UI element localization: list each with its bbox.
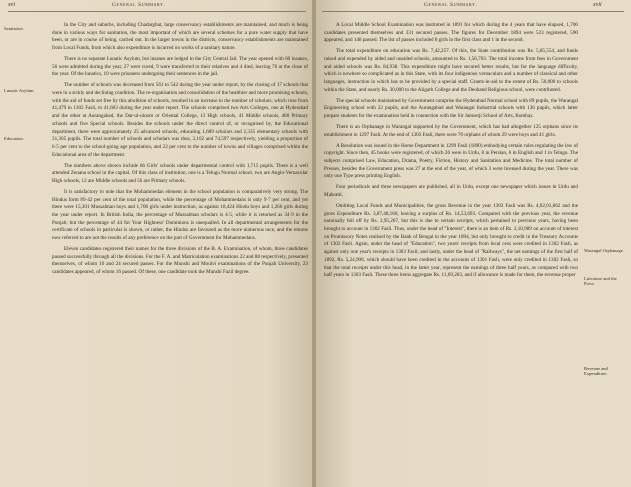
paragraph-local-middle-exam: A Local Middle School Examination was instituted in 1891 for which during the 4 years that have elapsed, 1,700 candidates presented themselves and 331 secured passes. The figures for December 1894 were 523 registered, 590 appeared, and 148 passed. The list of passes included 8 girls in the first class and 1 in the second. [324,22,578,44]
paragraph-examinations: Eleven candidates registered their names for the three divisions of the B. A. Examination, of whom, three candidates passed successfully through all the divisions. For the F. A. and Matriculation examinations 22 and 88 respectively, presented themselves, of whom 10 and 24 secured passes. For the Munshi and Moulvi examinations of the Punjab University, 23 candidates appeared, of whom 16 passed. Of these, one candidate took the Munshi Fazil degree. [52,245,308,276]
paragraph-sanitation: In the City and suburbs, including Chadarghat, large conservancy establishments are maintained, and much is being done in various ways for sanitation, the most important of which are several schemes for a pure water supply that have been, or are in course of being, carried out. In the larger towns in the districts, conservancy establishments are maintained from Local Funds, from which also expenditure is incurred on works of a sanitary nature. [52,22,308,52]
header-rule [322,11,624,12]
margin-note-education: Education. [4,136,24,141]
right-page [316,0,631,487]
running-head: General Summary. [112,2,166,8]
page-number: xvi [8,2,15,8]
margin-note-lunatic-asylum: Lunatic Asylum. [4,88,35,93]
paragraph-education-expenditure: The total expenditure on education was Rs. 7,42,257. Of this, the State contribution was Rs. 5,85,554, and funds raised and expended by aided and unaided schools, amounted to Rs. 1,56,703. The total income from fees in Government and aided schools was Rs. 84,938. This expenditure might have secured better results, but for the language difficulty, which is nowhere so complicated as in this State, with its four indigenous vernaculars and a number of classical and other languages, instruction in which has to be provided by a special staff. Grants-in-aid to the extent of Rs. 50,000 to schools within the State, and nearly Rs. 30,000 to the Aligarh College and the Deoband Religious school, were contributed. [324,48,578,93]
margin-note-orphanage: Warangal Orphanage. [584,248,624,253]
margin-note-sanitation: Sanitation. [4,26,24,31]
paragraph-education: The number of schools was decreased from 561 to 542 during the year under report, by the closing of 17 schools that were in a sickly and declining condition. The re-organisation and consolidation of the healthier and more promising schools, with the aid of funds set free by this abolition of schools, resulted in an increase in the number of scholars, which rose from 41,479 in 1302 Fasli, to 41,603 during the year under report. The schools comprised two Arts Colleges, one at Hyderabad and the other at Aurangabad, the Dar-ul-uloom or Oriental College, 13 High schools, 41 Middle schools, 480 Primary schools and five Special schools. Besides the schools under the direct control of, or recognised by, the Educational department, there were approximately 25 advanced schools, educating 1,689 scholars and 2,335 elementary schools with 31,305 pupils. The total number of schools and scholars was thus, 3,102 and 74,597 respectively, yielding a proportion of 6·5 per cent to the school-going age population, and 22 per cent to the number of towns and villages comprised within the Educational area of the department. [52,82,308,158]
paragraph-orphanage: There is an Orphanage in Warangal supported by the Government, which has had altogether 125 orphans since its establishment in 1297 Fasli. At the end of 1303 Fasli, there were 70 orphans of whom 29 were boys and 41 girls. [324,124,578,138]
paragraph-revenue: Omitting Local Funds and Municipalities, the gross Revenue in the year 1303 Fasli was Rs. 4,02,01,862 and the gross Expenditure Rs. 3,87,48,160, leaving a surplus of Rs. 14,53,693. Compared with the previous year, the revenue nominally fell off by Rs. 2,95,267, but this is due to certain receipts, which pertained to previous years, having been brought to account in 1302 Fasli. Thus, under the head of "Interest", there is an item of Rs. 2,10,989 on account of interest on Promissory Notes realised by the Bank of Bengal in the year 1894, but only brought to credit in the Treasury Accounts of 1302 Fasli. Again, under the head of "Education", two years' receipts from local cess were credited in 1302 Fasli, as against only one year's receipts in 1303 Fasli; and lastly, under the head of "Railways", the net earnings of the first half of 1892, Rs. 5,24,908, which should have been credited in the accounts of 1301 Fasli, were only credited in 1302 Fasli, so that the total receipts under this head, in the latter year, represent the earnings of three half years, as compared with two half years in 1303 Fasli. These three items aggregate Rs. 11,69,263, and if allowance is made for them, the revenue proper [324,202,578,279]
paragraph-lunatic-asylum: There is no separate Lunatic Asylum, but insanes are lodged in the City Central Jail. The year opened with 60 insanes, 56 were admitted during the year, 27 were cured, 9 were transferred to their relatives and 4 died, leaving 76 at the close of the year. Of the lunatics, 10 were prisoners undergoing their sentences in the jail. [52,56,308,78]
margin-note-revenue-expenditure: Revenue and Expenditure. [584,366,608,377]
paragraph-copyright-press: A Resolution was issued in the Home Department in 1299 Fasli (1890) embodying certain rules regulating the law of copyright. Since then, 45 books were registered, of which 26 were in Urdu, 8 in Persian, 6 in English and 1 in Telugu. The subjects comprised Law, Education, Drama, Poetry, Fiction, History and Sanitation and Medicine. The total number of Presses, besides the Government press was 27 at the end of the year, of which 3 were licensed during the year. There was only one Type press printing English. [324,142,578,180]
left-text-column [52,22,308,280]
paragraph-girls-schools: The numbers above shown include 66 Girls' schools under departmental control with 1,715 pupils. There is a well attended Zenana school in the capital. Of this class of institution, one is a Telugu Normal school, two are Anglo-Vernacular High schools, 12 are Middle schools and 56 are Primary schools. [52,162,308,184]
paragraph-periodicals: Four periodicals and three newspapers are published, all in Urdu, except one newspaper which issues in Urdu and Mahratti. [324,184,578,198]
left-page [0,0,313,487]
page-number: xvii [593,2,602,8]
paragraph-special-schools: The special schools maintained by Government comprise the Hyderabad Normal school with 89 pupils, the Warangal Engineering school with 22 pupils, and the Aurangabad and Warangal Industrial schools with 136 pupils, which latter prepare students for the examination held in connection with the Sir Jamsetji School of Arts, Bombay. [324,97,578,120]
margin-note-literature-press: Literature and the Press. [584,276,617,287]
header-rule [8,11,306,12]
paragraph-mohammedan-element: It is satisfactory to note that the Mohammedan element in the school population is comparatively very strong. The Hindus form 89·42 per cent of the total population, while the percentage of Mohammedans is only 9·7 per cent, and yet there were 15,301 Mussalman boys and 1,706 girls under instruction, as against 18,424 Hindu boys and 1,266 girls during the year under report. In British India, the percentage of Mussalman scholars is 4·5, while it is returned as 34·9 in the Punjab; but the percentage of 44 for Your Highness' Dominions is unequalled. In all departmental arrangements for the certificate of schools in particular is shown, or rather, the Hindus are favoured as the more numerous race, and the returns now referred to are not the results of any preference on the part of Government for Mohammedans. [52,188,308,242]
running-head: General Summary. [424,2,478,8]
right-text-column [324,22,578,283]
